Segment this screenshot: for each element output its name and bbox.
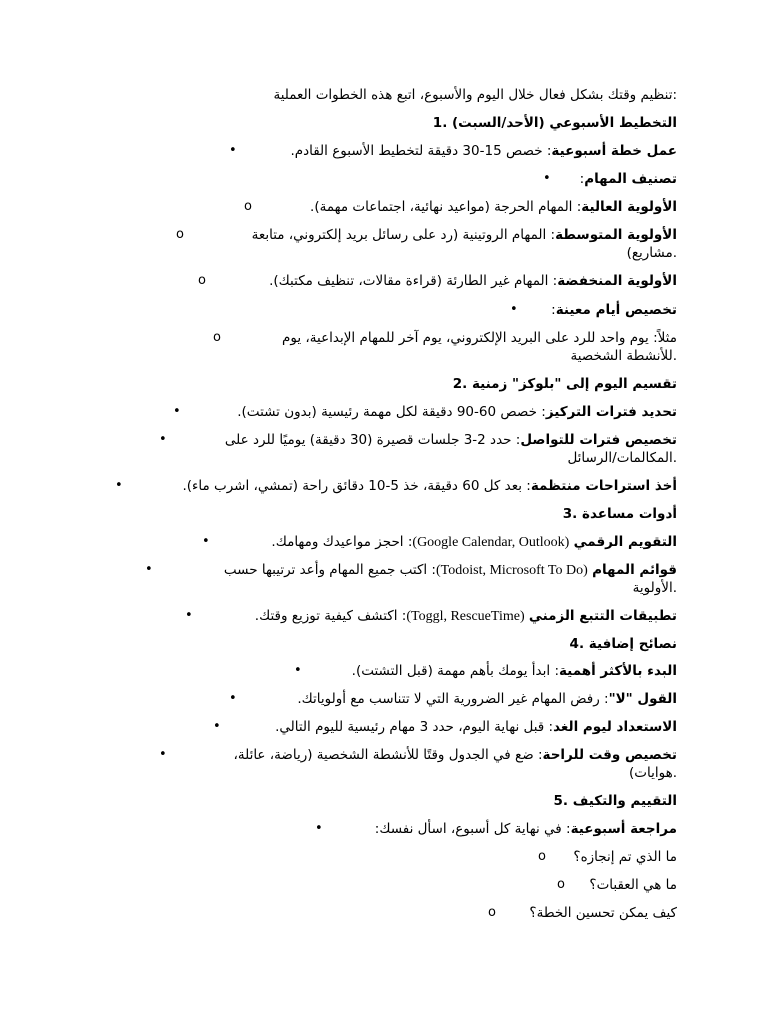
rest-time-item (234, 746, 678, 764)
prepare-tomorrow-text: : قبل نهاية اليوم، حدد 3 مهام رئيسية لليوم التالي. (275, 719, 554, 735)
most-important-first-item (352, 662, 677, 680)
task-lists-item (224, 561, 677, 580)
prepare-tomorrow-label: الاستعداد ليوم الغد (553, 719, 677, 735)
low-priority-text: : المهام غير الطارئة (قراءة مقالات، تنظيف مكتبك). (269, 273, 558, 289)
low-priority-item (269, 272, 677, 290)
medium-priority-text-cont: .مشاريع) (626, 245, 677, 261)
section-3-heading: أدوات مساعدة .3 (562, 506, 677, 522)
rest-time-text: : ضع في الجدول وقتًا للأنشطة الشخصية (رياضة، عائلة، (233, 747, 543, 763)
sub-bullet-marker: o (176, 227, 184, 242)
say-no-text: : رفض المهام غير الضرورية التي لا تتناسب مع أولوياتك. (297, 691, 609, 707)
communication-periods-label: تخصيص فترات للتواصل (520, 432, 677, 448)
bullet-marker: • (159, 432, 167, 447)
sub-bullet-marker: o (488, 905, 496, 920)
high-priority-label: الأولوية العالية (581, 199, 677, 215)
rest-time-label: تخصيص وقت للراحة (542, 747, 677, 763)
intro-text: :تنظيم وقتك بشكل فعال خلال اليوم والأسبوع، اتبع هذه الخطوات العملية (273, 87, 677, 103)
say-no-item (297, 690, 677, 708)
say-no-label: القول "لا" (608, 691, 677, 707)
task-lists-text: : اكتب جميع المهام وأعد ترتيبها حسب (223, 562, 436, 578)
section-1-heading: التخطيط الأسبوعي (الأحد/السبت) .1 (432, 115, 677, 131)
review-question-2: ما هي العقبات؟ (589, 877, 677, 893)
focus-periods-text: : خصص 60-90 دقيقة لكل مهمة رئيسية (بدون تشتت). (237, 404, 546, 420)
communication-periods-item (225, 431, 677, 449)
bullet-marker: • (202, 534, 210, 549)
digital-calendar-tools: (Google Calendar, Outlook) (412, 535, 570, 550)
weekly-review-item (375, 820, 677, 838)
sub-bullet-marker: o (538, 849, 546, 864)
weekly-plan-text: : خصص 15-30 دقيقة لتخطيط الأسبوع القادم. (290, 143, 552, 159)
bullet-marker: • (173, 404, 181, 419)
bullet-marker: • (213, 719, 221, 734)
task-lists-tools: (Todoist, Microsoft To Do) (435, 563, 588, 578)
most-important-first-label: البدء بالأكثر أهمية (559, 663, 677, 679)
weekly-review-text: : في نهاية كل أسبوع، اسأل نفسك: (374, 821, 571, 837)
digital-calendar-label: التقويم الرقمي (573, 534, 677, 550)
specific-days-label: تخصيص أيام معينة (555, 302, 677, 318)
weekly-plan-item (290, 142, 677, 160)
high-priority-text: : المهام الحرجة (مواعيد نهائية، اجتماعات مهمة). (310, 199, 582, 215)
time-tracking-tools: (Toggl, RescueTime) (406, 609, 525, 624)
example-text: مثلاً: يوم واحد للرد على البريد الإلكتروني، يوم آخر للمهام الإبداعية، يوم (282, 330, 677, 346)
focus-periods-item (237, 403, 677, 421)
classify-tasks-label: تصنيف المهام (584, 171, 677, 187)
regular-breaks-item (182, 477, 677, 495)
review-question-3: كيف يمكن تحسين الخطة؟ (529, 905, 677, 921)
review-question-1: ما الذي تم إنجازه؟ (573, 849, 677, 865)
digital-calendar-text: : احجز مواعيدك ومهامك. (271, 534, 413, 550)
time-tracking-label: تطبيقات التتبع الزمني (528, 608, 677, 624)
time-tracking-text: : اكتشف كيفية توزيع وقتك. (254, 608, 407, 624)
digital-calendar-item (271, 533, 677, 552)
bullet-marker: • (543, 171, 551, 186)
bullet-marker: • (294, 663, 302, 678)
bullet-marker: • (115, 478, 123, 493)
communication-periods-text-cont: .المكالمات/الرسائل (567, 450, 677, 466)
regular-breaks-text: : بعد كل 60 دقيقة، خذ 5-10 دقائق راحة (تمشي، اشرب ماء). (182, 478, 531, 494)
medium-priority-text: : المهام الروتينية (رد على رسائل بريد إلكتروني، متابعة (251, 227, 556, 243)
most-important-first-text: : ابدأ يومك بأهم مهمة (قبل التشتت). (351, 663, 559, 679)
bullet-marker: • (185, 608, 193, 623)
bullet-marker: • (229, 691, 237, 706)
time-tracking-item (255, 607, 677, 626)
sub-bullet-marker: o (244, 199, 252, 214)
sub-bullet-marker: o (198, 273, 206, 288)
bullet-marker: • (510, 302, 518, 317)
classify-tasks-item (580, 170, 677, 188)
low-priority-label: الأولوية المنخفضة (557, 273, 677, 289)
sub-bullet-marker: o (557, 877, 565, 892)
bullet-marker: • (315, 821, 323, 836)
task-lists-label: قوائم المهام (592, 562, 677, 578)
communication-periods-text: : حدد 2-3 جلسات قصيرة (30 دقيقة) يوميًا للرد على (224, 432, 521, 448)
medium-priority-item (252, 226, 677, 244)
bullet-marker: • (145, 562, 153, 577)
regular-breaks-label: أخذ استراحات منتظمة (530, 478, 677, 494)
focus-periods-label: تحديد فترات التركيز (545, 404, 677, 420)
specific-days-colon: : (551, 302, 556, 318)
specific-days-item (551, 301, 677, 319)
section-2-heading: تقسيم اليوم إلى "بلوكز" زمنية .2 (452, 376, 677, 392)
bullet-marker: • (229, 143, 237, 158)
high-priority-item (310, 198, 677, 216)
sub-bullet-marker: o (213, 330, 221, 345)
prepare-tomorrow-item (275, 718, 677, 736)
section-4-heading: نصائح إضافية .4 (569, 636, 677, 652)
medium-priority-label: الأولوية المتوسطة (555, 227, 677, 243)
example-text-cont: .للأنشطة الشخصية (570, 348, 677, 364)
section-5-heading: التقييم والتكيف .5 (553, 793, 677, 809)
task-lists-text-cont: .الأولوية (632, 580, 677, 596)
weekly-plan-label: عمل خطة أسبوعية (551, 143, 677, 159)
rest-time-text-cont: .هوايات) (629, 765, 677, 781)
weekly-review-label: مراجعة أسبوعية (570, 821, 677, 837)
classify-colon: : (579, 171, 585, 187)
bullet-marker: • (159, 747, 167, 762)
